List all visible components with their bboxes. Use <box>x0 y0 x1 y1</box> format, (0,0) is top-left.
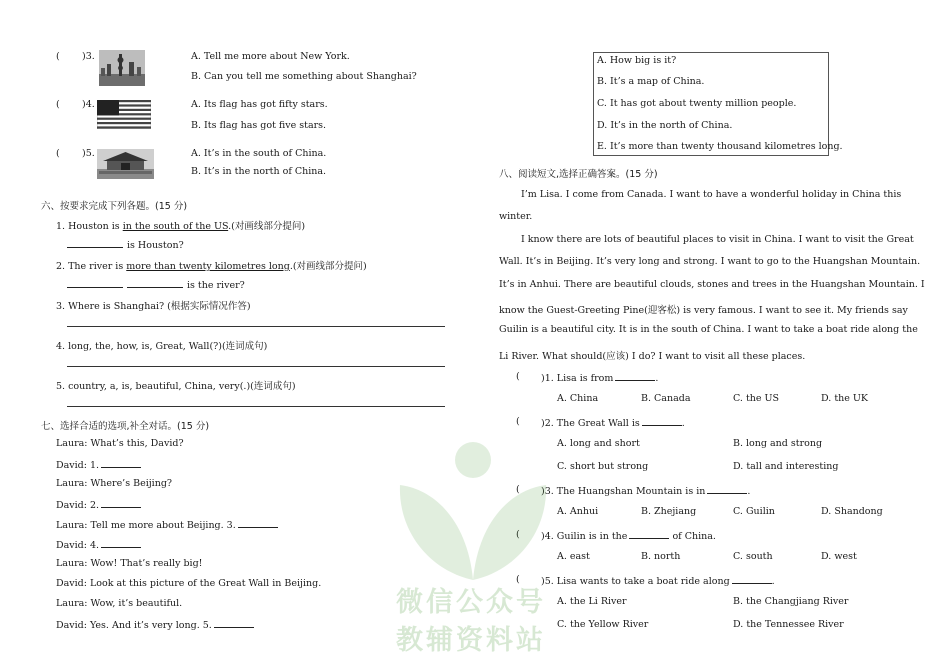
option-b: B. It’s in the north of China. <box>191 166 327 177</box>
dialogue-line: Laura: Wow! That’s really big! <box>56 558 203 569</box>
shanghai-skyline-image <box>99 50 145 86</box>
passage-line: Li River. What should(应该) I do? I want to visit all these places. <box>499 351 806 362</box>
choice-d[interactable]: D. the Tennessee River <box>733 619 844 630</box>
answer-line-5[interactable] <box>67 406 445 407</box>
answer-line-3[interactable] <box>67 326 445 327</box>
choice-c[interactable]: C. short but strong <box>557 461 649 472</box>
dialogue-line: David: 2. <box>56 498 141 511</box>
passage-line: winter. <box>499 211 533 222</box>
tiananmen-image <box>97 149 154 179</box>
watermark-text-line2: 教辅资料站 <box>396 625 546 656</box>
choice-a[interactable]: A. east <box>557 551 590 562</box>
choice-a[interactable]: A. long and short <box>557 438 640 449</box>
choice-d[interactable]: D. the UK <box>821 393 868 404</box>
choice-b[interactable]: B. long and strong <box>733 438 823 449</box>
paren-left: ( <box>516 529 520 540</box>
dialogue-line: David: Look at this picture of the Great Wall in Beijing. <box>56 578 322 589</box>
passage-line: know the Guest-Greeting Pine(迎客松) is very famous. I want to see it. My friends say <box>499 305 908 316</box>
option-d: D. It’s in the north of China. <box>597 120 733 131</box>
dialogue-line: Laura: Wow, it’s beautiful. <box>56 598 183 609</box>
reading-question-3: )3. The Huangshan Mountain is in . <box>541 486 751 497</box>
choice-b[interactable]: B. Zhejiang <box>641 506 697 517</box>
dialogue-line: David: 1. <box>56 458 141 471</box>
reading-question-4: )4. Guilin is in the of China. <box>541 531 716 542</box>
paren-left: ( <box>56 148 60 159</box>
question-number: )3. <box>82 51 95 62</box>
paren-left: ( <box>516 574 520 585</box>
option-a: A. Its flag has got fifty stars. <box>191 99 328 110</box>
choice-a[interactable]: A. China <box>557 393 599 404</box>
passage-line: I’m Lisa. I come from Canada. I want to have a wonderful holiday in China this <box>521 189 902 200</box>
section-eight-title: 八、阅读短文,选择正确答案。(15 分) <box>499 169 658 180</box>
dialogue-line: Laura: Tell me more about Beijing. 3. <box>56 518 278 531</box>
paren-left: ( <box>516 484 520 495</box>
paren-left: ( <box>56 99 60 110</box>
paren-left: ( <box>516 371 520 382</box>
us-flag-image <box>97 100 151 129</box>
choice-a[interactable]: A. Anhui <box>557 506 599 517</box>
answer-line-1[interactable]: is Houston? <box>67 238 184 251</box>
option-b: B. Can you tell me something about Shanghai? <box>191 71 417 82</box>
question-2: 2. The river is more than twenty kilometres long.(对画线部分提问) <box>56 261 367 272</box>
question-4: 4. long, the, how, is, Great, Wall(?)(连词成句) <box>56 341 268 352</box>
question-number: )5. <box>82 148 95 159</box>
choice-a[interactable]: A. the Li River <box>557 596 627 607</box>
option-a: A. It’s in the south of China. <box>191 148 327 159</box>
watermark-text-line1: 微信公众号 <box>396 587 546 618</box>
choice-d[interactable]: D. west <box>821 551 857 562</box>
reading-question-2: )2. The Great Wall is . <box>541 418 685 429</box>
passage-line: It’s in Anhui. There are beautiful clouds, stones and trees in the Huangshan Mountain. I <box>499 279 925 290</box>
option-b: B. Its flag has got five stars. <box>191 120 327 131</box>
question-number: )4. <box>82 99 95 110</box>
passage-line: Guilin is a beautiful city. It is in the south of China. I want to take a boat ride along the <box>499 324 918 335</box>
choice-c[interactable]: C. the US <box>733 393 780 404</box>
paren-left: ( <box>516 416 520 427</box>
answer-line-4[interactable] <box>67 366 445 367</box>
choice-c[interactable]: C. south <box>733 551 773 562</box>
section-seven-title: 七、选择合适的选项,补全对话。(15 分) <box>41 421 210 432</box>
passage-line: I know there are lots of beautiful places to visit in China. I want to visit the Great <box>521 234 914 245</box>
reading-question-1: )1. Lisa is from . <box>541 373 659 384</box>
passage-line: Wall. It’s in Beijing. It’s very long and strong. I want to go to the Huangshan Mountain. <box>499 256 921 267</box>
question-5: 5. country, a, is, beautiful, China, very(.)(连词成句) <box>56 381 296 392</box>
answer-line-2[interactable]: is the river? <box>67 278 245 291</box>
question-1: 1. Houston is in the south of the US.(对画线部分提问) <box>56 221 306 232</box>
choice-c[interactable]: C. Guilin <box>733 506 775 517</box>
section-six-title: 六、按要求完成下列各题。(15 分) <box>41 201 188 212</box>
question-3: 3. Where is Shanghai? (根据实际情况作答) <box>56 301 251 312</box>
reading-question-5: )5. Lisa wants to take a boat ride along . <box>541 576 775 587</box>
option-a: A. How big is it? <box>597 55 677 66</box>
choice-b[interactable]: B. north <box>641 551 681 562</box>
choice-b[interactable]: B. Canada <box>641 393 691 404</box>
choice-d[interactable]: D. Shandong <box>821 506 883 517</box>
choice-d[interactable]: D. tall and interesting <box>733 461 839 472</box>
choice-c[interactable]: C. the Yellow River <box>557 619 649 630</box>
dialogue-line: Laura: Where’s Beijing? <box>56 478 173 489</box>
option-c: C. It has got about twenty million people. <box>597 98 797 109</box>
option-a: A. Tell me more about New York. <box>191 51 350 62</box>
option-b: B. It’s a map of China. <box>597 76 705 87</box>
choice-b[interactable]: B. the Changjiang River <box>733 596 849 607</box>
dialogue-line: Laura: What’s this, David? <box>56 438 184 449</box>
dialogue-line: David: 4. <box>56 538 141 551</box>
dialogue-line: David: Yes. And it’s very long. 5. <box>56 618 254 631</box>
paren-left: ( <box>56 51 60 62</box>
option-e: E. It’s more than twenty thousand kilometres long. <box>597 141 843 152</box>
